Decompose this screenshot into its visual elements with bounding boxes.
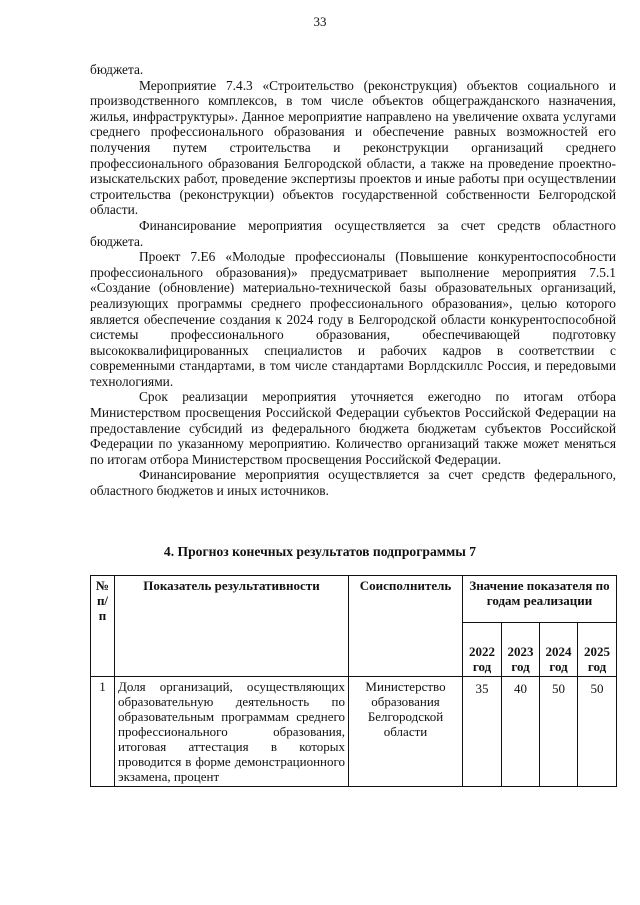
section-title: 4. Прогноз конечных результатов подпрограммы 7 [163,544,477,559]
header-year: 2022 год [463,623,502,677]
header-year: 2023 год [502,623,540,677]
header-year: 2024 год [540,623,578,677]
header-year: 2025 год [578,623,617,677]
row-value: 40 [502,677,540,787]
body-text [90,62,616,499]
table-row [91,677,617,787]
row-num: 1 [91,677,115,787]
row-value: 35 [463,677,502,787]
header-indicator: Показатель результативности [115,576,349,677]
row-value: 50 [540,677,578,787]
paragraph: Срок реализации мероприятия уточняется ежегодно по итогам отбора Министерством просвещения Российской Федерации субъектов Российской Федерации на предоставление субсидий из федерального бюджета бюджетам субъектов Российской Федерации по указанному мероприятию. Количество организаций также может меняться по итогам отбора Министерством просвещения Российской Федерации. [90,389,616,467]
paragraph: Финансирование мероприятия осуществляется за счет средств областного бюджета. [90,217,616,249]
paragraph: Мероприятие 7.4.3 «Строительство (реконструкция) объектов социального и производственного комплексов, в том числе объектов общегражданского назначения, жилья, инфраструктуры». Данное мероприятие направлено на увеличение охвата услугами среднего профессионального образования и обеспечение равных возможностей его получения путем строительства и реконструкции организаций среднего профессионального образования Белгородской области, а также на проведение проектно-изыскательских работ, проведение экспертизы проектов и иные работы при осуществлении строительства (реконструкции) объектов государственной собственности Белгородской области. [90,77,616,218]
results-table [90,575,617,787]
paragraph: бюджета. [90,62,144,77]
row-value: 50 [578,677,617,787]
page-number: 33 [313,14,327,29]
row-indicator: Доля организаций, осуществляющих образовательную деятельность по образовательным программам среднего профессионального образования, итоговая аттестация в которых проводится в форме демонстрационного экзамена, процент [115,677,349,787]
header-coexecutor: Соисполнитель [349,576,463,677]
header-values: Значение показателя по годам реализации [463,576,617,623]
paragraph: Проект 7.Е6 «Молодые профессионалы (Повышение конкурентоспособности профессионального образования)» предусматривает выполнение мероприятия 7.5.1 «Создание (обновление) материально-технической базы образовательных организаций, реализующих программы среднего профессионального образования», целью которого является обеспечение создания к 2024 году в Белгородской области конкурентоспособной системы профессионального образования, обеспечивающей подготовку высококвалифицированных специалистов и рабочих кадров в соответствии с современными стандартами, в том числе стандартами Ворлдскиллс Россия, и передовыми технологиями. [90,249,616,389]
paragraph: Финансирование мероприятия осуществляется за счет средств федерального, областного бюджетов и иных источников. [90,467,616,499]
header-num: № п/п [91,576,115,677]
table-header-row [91,576,617,623]
row-coexecutor: Министерство образования Белгородской области [349,677,463,787]
